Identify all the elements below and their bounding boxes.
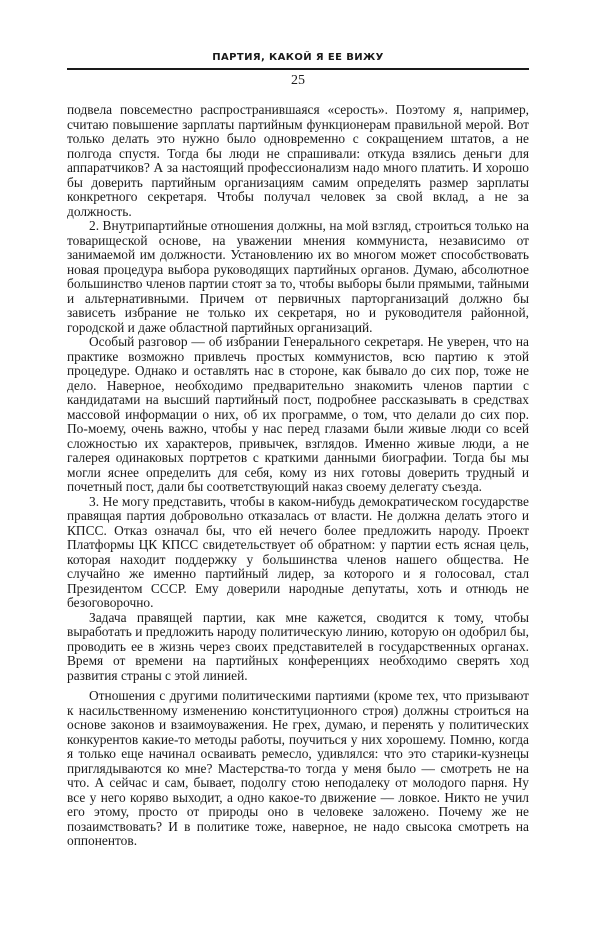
header-rule: [67, 68, 529, 70]
paragraph-other-parties: Отношения с другими политическими партиями (кроме тех, что призывают к насильственному изменению конституционного строя) должны строиться на основе законов и взаимоуважения. Не грех, думаю, и перенять у политических конкурентов какие-то методы работы, поучиться у них хорошему. Помню, когда я только еще начинал осваивать ремесло, удивлялся: что это старики-кузнецы приглядываются ко мне? Мастерства-то тогда у меня было — смотреть не на что. А сейчас и сам, бывает, подолгу стою неподалеку от молодого парня. Ну все у него коряво выходит, а одно какое-то движение — ловкое. Никто не учил его этому, просто от природы оно в человеке заложено. Почему же не позаимствовать? И в политике тоже, наверное, не надо свысока смотреть на оппонентов.: [67, 688, 529, 848]
paragraph-general-secretary: Особый разговор — об избрании Генерального секретаря. Не уверен, что на практике возможно привлечь простых коммунистов, всю партию к этой процедуре. Однако и оставлять нас в стороне, как бывало до сих пор, тоже не дело. Наверное, необходимо предварительно знакомить членов партии с кандидатами на высший партийный пост, подробнее рассказывать в средствах массовой информации о них, об их программе, о том, что делали до сих пор. По-моему, очень важно, чтобы у нас перед глазами были живые люди со всей сложностью их характеров, привычек, взглядов. Именно живые люди, а не галерея одинаковых портретов с краткими данными биографии. Тогда бы мы могли яснее определить для себя, кому из них готовы доверить трудный и почетный пост, дали бы соответствующий наказ своему делегату съезда.: [67, 334, 529, 494]
page-number: 25: [291, 73, 305, 88]
body-text: [67, 103, 529, 849]
running-title: ПАРТИЯ, КАКОЙ Я ЕЕ ВИЖУ: [212, 52, 384, 63]
paragraph-point-3: 3. Не могу представить, чтобы в каком-нибудь демократическом государстве правящая партия добровольно отказалась от власти. Не должна делать этого и КПСС. Отказ означал бы, что ей нечего более предложить народу. Проект Платформы ЦК КПСС свидетельствует об обратном: у партии есть ясная цель, которая находит поддержку у большинства членов нашего общества. Не случайно же именно партийный лидер, за которого и я голосовал, стал Президентом СССР. Ему доверили народные депутаты, хоть и отнюдь не безоговорочно.: [67, 493, 529, 610]
paragraph-point-2: 2. Внутрипартийные отношения должны, на мой взгляд, строиться только на товарищеской основе, на уважении мнения коммуниста, независимо от занимаемой им должности. Установлению их во многом может способствовать новая процедура выбора руководящих партийных органов. Думаю, абсолютное большинство членов партии стоят за то, чтобы выборы были прямыми, тайными и альтернативными. Причем от первичных парторганизаций должно бы зависеть избрание не только их секретаря, но и руководителя районной, городской и даже областной партийных организаций.: [67, 218, 529, 335]
paragraph-continued: подвела повсеместно распространившаяся «серость». Поэтому я, например, считаю повышение зарплаты партийным функционерам правильной мерой. Вот только делать это нужно было одновременно с сокращением штатов, а не полгода спустя. Тогда бы люди не спрашивали: откуда взялись деньги для аппаратчиков? А за настоящий профессионализм надо много платить. И хорошо бы доверить партийным организациям самим определять размер зарплаты конкретного секретаря. Чтобы получал человек за свой вклад, а не за должность.: [67, 102, 529, 219]
paragraph-ruling-party-task: Задача правящей партии, как мне кажется, сводится к тому, чтобы выработать и предложить народу политическую линию, которую он одобрил бы, проводить ее в жизнь через своих представителей в государственных органах. Время от времени на партийных конференциях необходимо сверять ход развития страны с этой линией.: [67, 609, 529, 683]
